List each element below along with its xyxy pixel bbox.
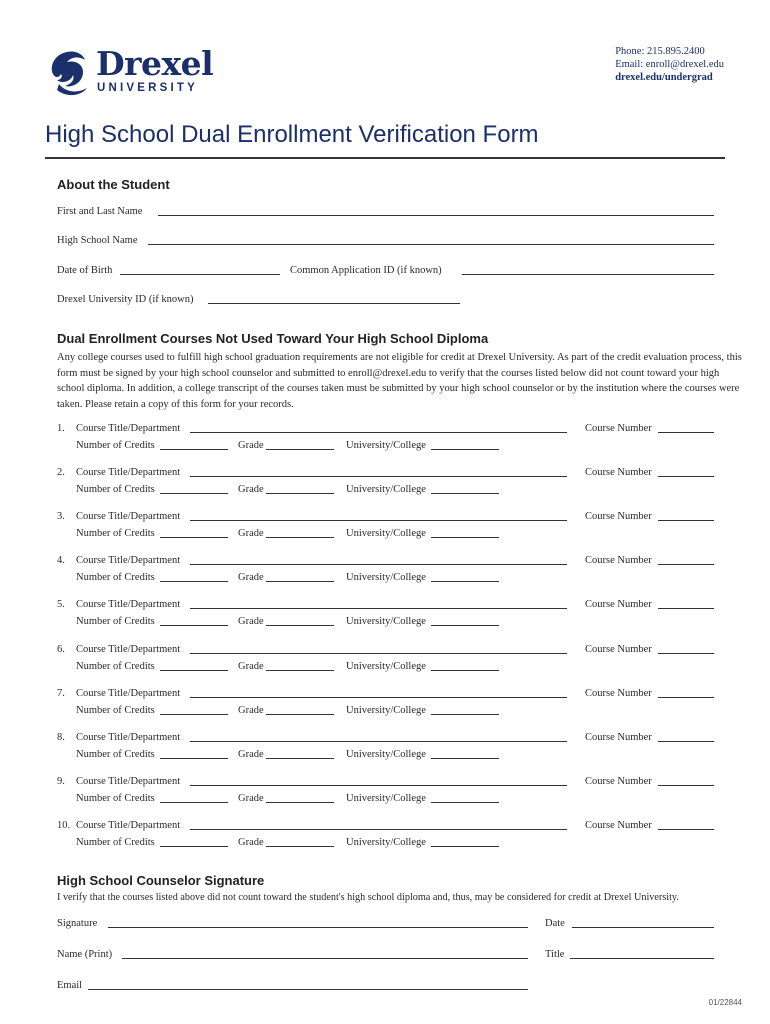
credits-label: Number of Credits: [76, 793, 155, 804]
course-title-label: Course Title/Department: [76, 599, 181, 610]
website-link[interactable]: drexel.edu/undergrad: [615, 72, 713, 83]
college-field[interactable]: [431, 449, 499, 450]
credits-field[interactable]: [160, 758, 228, 759]
email-label: Email: [57, 980, 83, 991]
grade-label: Grade: [238, 440, 264, 451]
course-title-field[interactable]: [190, 432, 567, 433]
course-number-label: Course Number: [585, 511, 652, 522]
college-field[interactable]: [431, 537, 499, 538]
logo-subtitle: UNIVERSITY: [97, 82, 199, 94]
course-number-label: Course Number: [585, 688, 652, 699]
course-title-field[interactable]: [190, 520, 567, 521]
college-field[interactable]: [431, 846, 499, 847]
page-title: High School Dual Enrollment Verification Form: [45, 121, 539, 148]
course-number-field[interactable]: [658, 697, 714, 698]
title-divider: [45, 157, 725, 159]
course-title-label: Course Title/Department: [76, 555, 181, 566]
course-row-number: 6.: [57, 644, 65, 655]
grade-label: Grade: [238, 749, 264, 760]
course-number-field[interactable]: [658, 829, 714, 830]
grade-field[interactable]: [266, 449, 334, 450]
college-label: University/College: [346, 793, 426, 804]
course-number-field[interactable]: [658, 564, 714, 565]
school-field[interactable]: [148, 244, 714, 245]
course-title-field[interactable]: [190, 785, 567, 786]
course-row-number: 7.: [57, 688, 65, 699]
name-label: First and Last Name: [57, 206, 143, 217]
college-field[interactable]: [431, 581, 499, 582]
college-field[interactable]: [431, 625, 499, 626]
course-title-field[interactable]: [190, 829, 567, 830]
commonapp-label: Common Application ID (if known): [290, 265, 442, 276]
college-label: University/College: [346, 837, 426, 848]
grade-label: Grade: [238, 705, 264, 716]
college-label: University/College: [346, 661, 426, 672]
credits-label: Number of Credits: [76, 572, 155, 583]
course-number-field[interactable]: [658, 432, 714, 433]
dob-field[interactable]: [120, 274, 280, 275]
course-number-label: Course Number: [585, 423, 652, 434]
title-label: Title: [545, 949, 565, 960]
phone: Phone: 215.895.2400: [615, 46, 705, 57]
college-label: University/College: [346, 749, 426, 760]
grade-field[interactable]: [266, 846, 334, 847]
college-field[interactable]: [431, 493, 499, 494]
drexel-id-field[interactable]: [208, 303, 460, 304]
course-number-field[interactable]: [658, 653, 714, 654]
course-row-number: 3.: [57, 511, 65, 522]
grade-field[interactable]: [266, 714, 334, 715]
grade-field[interactable]: [266, 493, 334, 494]
course-number-label: Course Number: [585, 820, 652, 831]
signature-label: Signature: [57, 918, 98, 929]
school-label: High School Name: [57, 235, 138, 246]
counselor-statement: I verify that the courses listed above did not count toward the student's high school diploma and, thus, may be considered for credit at Drexel University.: [57, 892, 679, 903]
dob-label: Date of Birth: [57, 265, 113, 276]
course-row-number: 9.: [57, 776, 65, 787]
course-title-label: Course Title/Department: [76, 820, 181, 831]
college-label: University/College: [346, 616, 426, 627]
course-number-field[interactable]: [658, 608, 714, 609]
print-name-label: Name (Print): [57, 949, 113, 960]
credits-field[interactable]: [160, 714, 228, 715]
college-label: University/College: [346, 440, 426, 451]
grade-label: Grade: [238, 661, 264, 672]
course-number-field[interactable]: [658, 520, 714, 521]
course-title-label: Course Title/Department: [76, 732, 181, 743]
grade-label: Grade: [238, 837, 264, 848]
credits-field[interactable]: [160, 581, 228, 582]
course-number-label: Course Number: [585, 467, 652, 478]
credits-field[interactable]: [160, 537, 228, 538]
course-row-number: 1.: [57, 423, 65, 434]
college-label: University/College: [346, 528, 426, 539]
credits-label: Number of Credits: [76, 705, 155, 716]
course-number-field[interactable]: [658, 476, 714, 477]
commonapp-field[interactable]: [462, 274, 714, 275]
grade-field[interactable]: [266, 537, 334, 538]
college-label: University/College: [346, 484, 426, 495]
credits-label: Number of Credits: [76, 749, 155, 760]
print-name-field[interactable]: [122, 958, 528, 959]
grade-label: Grade: [238, 528, 264, 539]
college-label: University/College: [346, 705, 426, 716]
grade-label: Grade: [238, 616, 264, 627]
course-title-label: Course Title/Department: [76, 776, 181, 787]
college-field[interactable]: [431, 714, 499, 715]
drexel-id-label: Drexel University ID (if known): [57, 294, 194, 305]
form-code: 01/22844: [708, 998, 742, 1007]
course-number-field[interactable]: [658, 785, 714, 786]
student-heading: About the Student: [57, 177, 170, 192]
credits-field[interactable]: [160, 846, 228, 847]
course-title-label: Course Title/Department: [76, 688, 181, 699]
grade-field[interactable]: [266, 670, 334, 671]
grade-label: Grade: [238, 484, 264, 495]
course-title-field[interactable]: [190, 608, 567, 609]
course-title-label: Course Title/Department: [76, 423, 181, 434]
title-field[interactable]: [570, 958, 714, 959]
credits-label: Number of Credits: [76, 440, 155, 451]
grade-field[interactable]: [266, 758, 334, 759]
email-link[interactable]: Email: enroll@drexel.edu: [615, 59, 724, 70]
contact-block: [615, 45, 724, 84]
credits-field[interactable]: [160, 625, 228, 626]
course-row-number: 10.: [57, 820, 71, 831]
course-title-label: Course Title/Department: [76, 644, 181, 655]
course-title-field[interactable]: [190, 653, 567, 654]
grade-field[interactable]: [266, 625, 334, 626]
course-number-field[interactable]: [658, 741, 714, 742]
credits-label: Number of Credits: [76, 484, 155, 495]
logo-wordmark: Drexel: [96, 44, 214, 83]
credits-label: Number of Credits: [76, 616, 155, 627]
credits-field[interactable]: [160, 802, 228, 803]
counselor-heading: High School Counselor Signature: [57, 873, 265, 888]
dragon-icon: [45, 44, 95, 98]
course-row-number: 4.: [57, 555, 65, 566]
credits-field[interactable]: [160, 493, 228, 494]
college-field[interactable]: [431, 802, 499, 803]
course-title-label: Course Title/Department: [76, 511, 181, 522]
credits-label: Number of Credits: [76, 837, 155, 848]
credits-label: Number of Credits: [76, 528, 155, 539]
course-row-number: 5.: [57, 599, 65, 610]
course-number-label: Course Number: [585, 599, 652, 610]
course-number-label: Course Number: [585, 555, 652, 566]
course-number-label: Course Number: [585, 732, 652, 743]
grade-field[interactable]: [266, 581, 334, 582]
course-title-field[interactable]: [190, 476, 567, 477]
course-number-label: Course Number: [585, 776, 652, 787]
grade-label: Grade: [238, 572, 264, 583]
course-row-number: 8.: [57, 732, 65, 743]
credits-field[interactable]: [160, 449, 228, 450]
course-title-field[interactable]: [190, 564, 567, 565]
course-title-label: Course Title/Department: [76, 467, 181, 478]
course-number-label: Course Number: [585, 644, 652, 655]
courses-heading: Dual Enrollment Courses Not Used Toward Your High School Diploma: [57, 331, 489, 346]
date-field[interactable]: [572, 927, 714, 928]
course-title-field[interactable]: [190, 741, 567, 742]
college-label: University/College: [346, 572, 426, 583]
grade-label: Grade: [238, 793, 264, 804]
grade-field[interactable]: [266, 802, 334, 803]
credits-field[interactable]: [160, 670, 228, 671]
name-field[interactable]: [158, 215, 714, 216]
college-field[interactable]: [431, 670, 499, 671]
course-row-number: 2.: [57, 467, 65, 478]
signature-field[interactable]: [108, 927, 528, 928]
college-field[interactable]: [431, 758, 499, 759]
date-label: Date: [545, 918, 565, 929]
email-field[interactable]: [88, 989, 528, 990]
courses-description: Any college courses used to fulfill high school graduation requirements are not eligible for credit at Drexel University. As part of the credit evaluation process, this form must be signed by your high school counselor and submitted to enroll@drexel.edu to verify that the courses listed below did not count toward your high school diploma. In addition, a college transcript of the courses taken must be submitted by your high school counselor or by the institution where the courses were taken. Please retain a copy of this form for your records.: [57, 352, 742, 410]
credits-label: Number of Credits: [76, 661, 155, 672]
course-title-field[interactable]: [190, 697, 567, 698]
